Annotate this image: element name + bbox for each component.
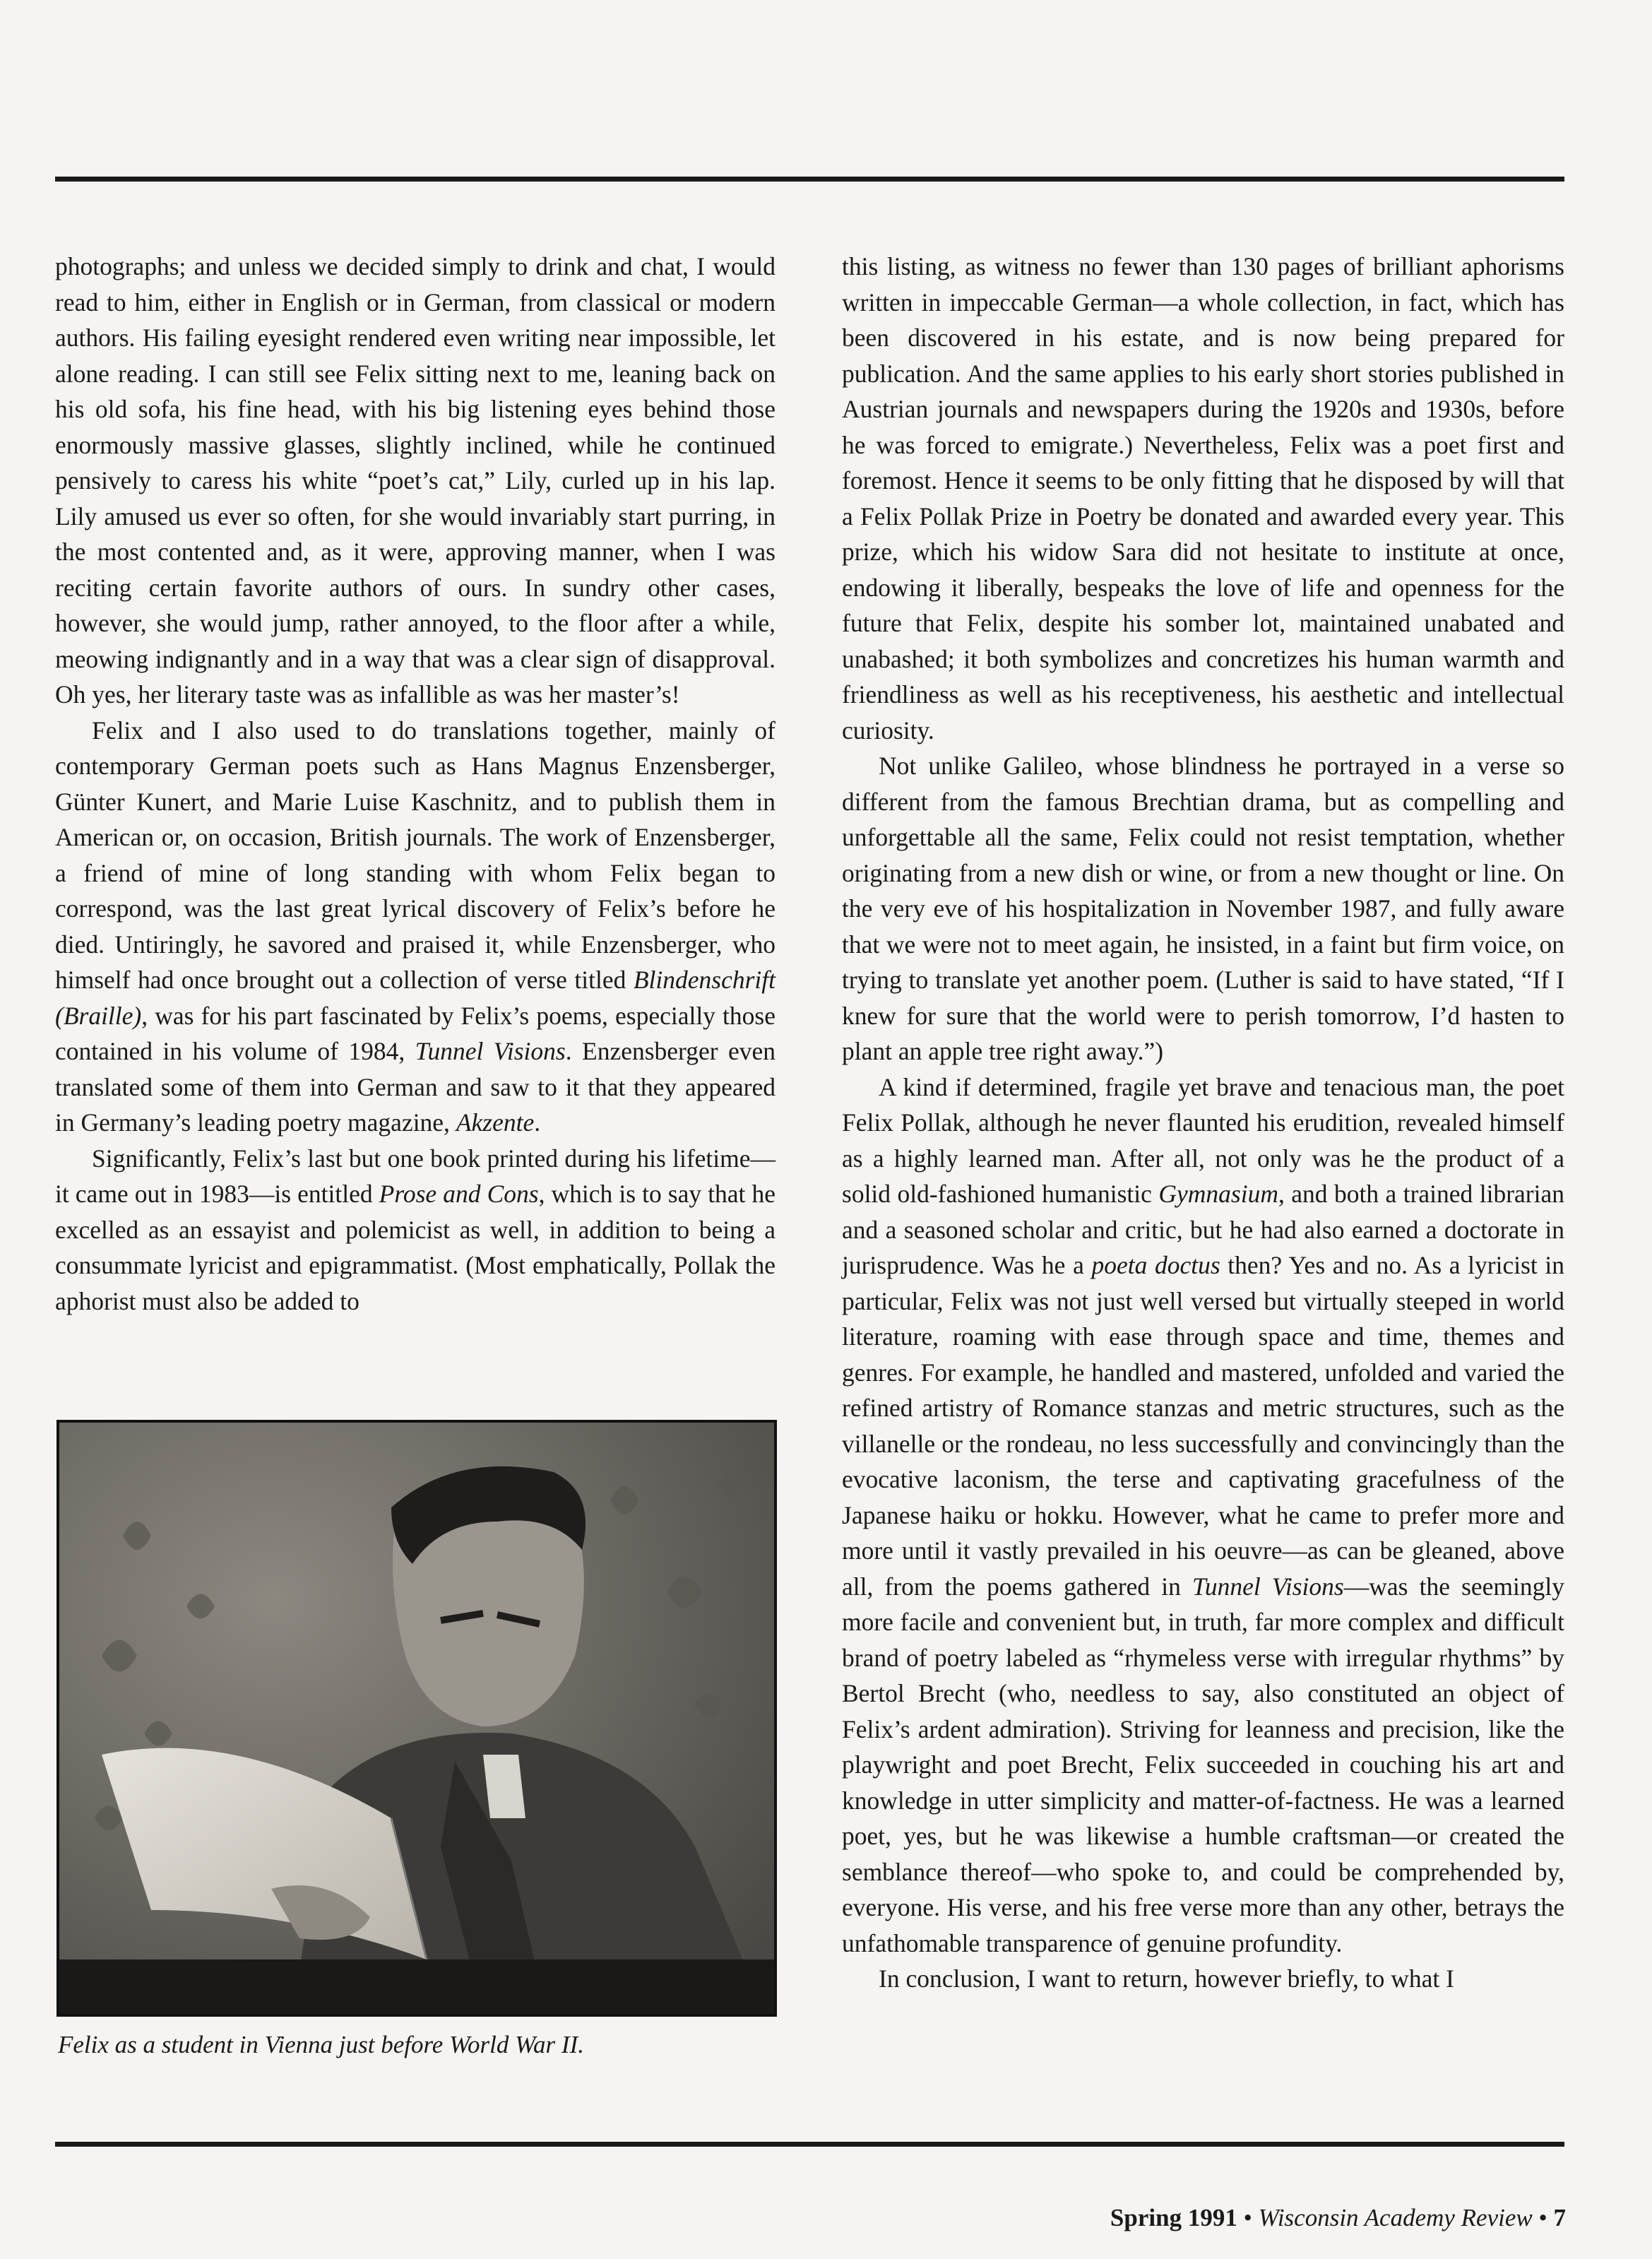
- paragraph: [55, 249, 776, 713]
- italic-title: Blindenschrift (Braille): [55, 966, 776, 1030]
- text-run: , which is to say that he excelled as an essayist and polemicist as well, in addition to being a consummate lyricist and epigrammatist. (Most emphatically, Pollak the aphorist must also be added to: [55, 1180, 776, 1315]
- text-run: —was the seemingly more facile and convenient but, in truth, far more complex and difficult brand of poetry labeled as “rhymeless verse with irregular rhythms” by Bertol Brecht (who, needless to say, also constituted an object of Felix’s ardent admiration). Striving for leanness and precision, like the playwright and poet Brecht, Felix succeeded in couching his art and knowledge in utter simplicity and matter-of-factness. He was a learned poet, yes, but he was likewise a humble craftsman—or created the semblance thereof—who spoke to, and could be comprehended by, everyone. His verse, and his free verse more than any other, betrays the unfathomable transparence of genuine profundity.: [842, 1572, 1564, 1957]
- text-run: , was for his part fascinated by Felix’s poems, especially those contained in his volume of 1984,: [55, 1001, 776, 1065]
- italic-title: Gymnasium: [1158, 1180, 1278, 1208]
- paragraph: [842, 1961, 1564, 1997]
- right-column: [842, 249, 1564, 1997]
- footer-separator: •: [1243, 2204, 1252, 2231]
- text-run: Not unlike Galileo, whose blindness he portrayed in a verse so different from the famous Brechtian drama, but as compelling and unforgettable all the same, Felix could not resist temptation, whether originating from a new dish or wine, or from a new thought or line. On the very eve of his hospitalization in November 1987, and fully aware that we were not to meet again, he insisted, in a faint but firm voice, on trying to translate yet another poem. (Luther is said to have stated, “If I knew for sure that the world were to perish tomorrow, I’d hasten to plant an apple tree right away.”): [842, 752, 1564, 1065]
- photo-caption: Felix as a student in Vienna just before World War II.: [58, 2031, 584, 2058]
- text-run: Felix and I also used to do translations together, mainly of contemporary German poets such as Hans Magnus Enzensberger, Günter Kunert, and Marie Luise Kaschnitz, and to publish them in American or, on occasion, British journals. The work of Enzensberger, a friend of mine of long standing with whom Felix began to correspond, was the last great lyrical discovery of Felix’s before he died. Untiringly, he savored and praised it, while Enzensberger, who himself had once brought out a collection of verse titled: [55, 716, 776, 994]
- footer-rule: [55, 2142, 1564, 2147]
- italic-title: Akzente: [456, 1108, 535, 1137]
- photo-felix-reading: [57, 1420, 777, 2017]
- header-rule: [55, 177, 1564, 182]
- footer-issue: Spring 1991: [1110, 2204, 1237, 2231]
- italic-title: Tunnel Visions: [415, 1037, 566, 1065]
- footer-separator-2: •: [1538, 2204, 1547, 2231]
- italic-title: poeta doctus: [1091, 1251, 1220, 1279]
- text-run: , and both a trained librarian and a seasoned scholar and critic, but he had also earned a doctorate in jurisprudence. Was he a: [842, 1180, 1564, 1279]
- text-run: photographs; and unless we decided simply to drink and chat, I would read to him, either in English or in German, from classical or modern authors. His failing eyesight rendered even writing near impossible, let alone reading. I can still see Felix sitting next to me, leaning back on his old sofa, his fine head, with his big listening eyes behind those enormously massive glasses, slightly inclined, while he continued pensively to caress his white “poet’s cat,” Lily, curled up in his lap. Lily amused us ever so often, for she would invariably start purring, in the most contented and, as it were, approving manner, when I was reciting certain favorite authors of ours. In sundry other cases, however, she would jump, rather annoyed, to the floor after a while, meowing indignantly and in a way that was a clear sign of disapproval. Oh yes, her literary taste was as infallible as was her master’s!: [55, 252, 776, 708]
- page-footer: [1110, 2202, 1566, 2234]
- text-run: Significantly, Felix’s last but one book printed during his lifetime—it came out in 1983—is entitled: [55, 1144, 776, 1208]
- text-run: then? Yes and no. As a lyricist in particular, Felix was not just well versed but virtually steeped in world literature, roaming with ease through space and time, themes and genres. For example, he handled and mastered, unfolded and varied the refined artistry of Romance stanzas and metric structures, such as the villanelle or the rondeau, no less successfully and convincingly than the evocative laconism, the terse and captivating gracefulness of the Japanese haiku or hokku. However, what he came to prefer more and more until it vastly prevailed in his oeuvre—as can be gleaned, above all, from the poems gathered in: [842, 1251, 1564, 1601]
- text-run: . Enzensberger even translated some of them into German and saw to it that they appeared in Germany’s leading poetry magazine,: [55, 1037, 776, 1137]
- paragraph: [55, 713, 776, 1141]
- text-run: this listing, as witness no fewer than 130 pages of brilliant aphorisms written in impeccable German—a whole collection, in fact, which has been discovered in his estate, and is now being prepared for publication. And the same applies to his early short stories published in Austrian journals and newspapers during the 1920s and 1930s, before he was forced to emigrate.) Nevertheless, Felix was a poet first and foremost. Hence it seems to be only fitting that he disposed by will that a Felix Pollak Prize in Poetry be donated and awarded every year. This prize, which his widow Sara did not hesitate to institute at once, endowing it liberally, bespeaks the love of life and openness for the future that Felix, despite his somber lot, maintained unabated and unabashed; it both symbolizes and concretizes his human warmth and friendliness as well as his receptiveness, his aesthetic and intellectual curiosity.: [842, 252, 1564, 745]
- page-number: 7: [1553, 2204, 1566, 2231]
- italic-title: Tunnel Visions: [1192, 1572, 1344, 1601]
- paragraph: [842, 249, 1564, 748]
- left-column: [55, 249, 776, 1319]
- paragraph: [842, 748, 1564, 1069]
- paragraph: [55, 1141, 776, 1320]
- footer-journal: Wisconsin Academy Review: [1258, 2204, 1533, 2231]
- text-run: In conclusion, I want to return, however briefly, to what I: [879, 1964, 1454, 1993]
- italic-title: Prose and Cons: [379, 1180, 539, 1208]
- paragraph: [842, 1069, 1564, 1962]
- text-run: .: [534, 1108, 541, 1137]
- text-run: A kind if determined, fragile yet brave and tenacious man, the poet Felix Pollak, although he never flaunted his erudition, revealed himself as a highly learned man. After all, not only was he the product of a solid old-fashioned humanistic: [842, 1072, 1564, 1208]
